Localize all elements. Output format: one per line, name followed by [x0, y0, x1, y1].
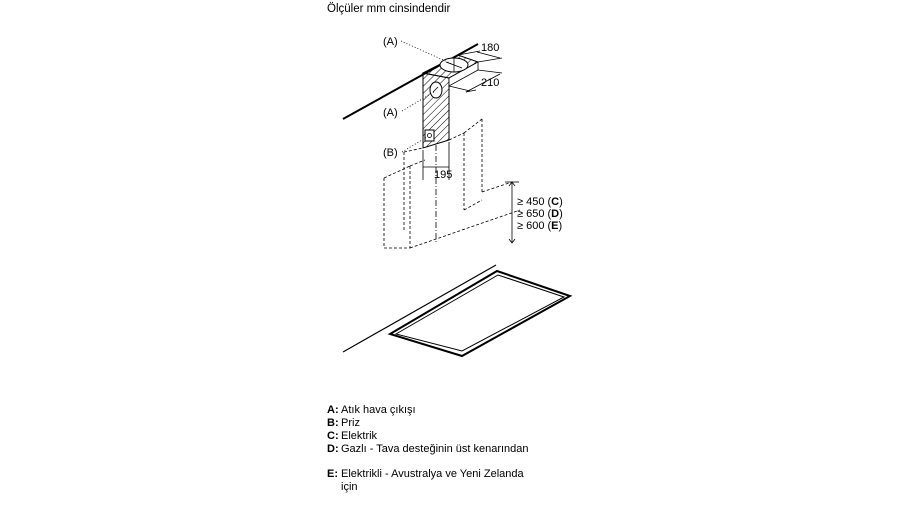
- legend-key: D:: [327, 443, 339, 455]
- socket-icon: [425, 130, 434, 141]
- legend-text: Elektrik: [341, 430, 378, 442]
- legend-text: Gazlı - Tava desteğinin üst kenarından: [341, 443, 529, 455]
- height-label-e: ≥ 600 (E): [517, 220, 563, 232]
- legend-item-b: [327, 417, 529, 430]
- legend-item-e: [327, 468, 529, 481]
- page-title: Ölçüler mm cinsindendir: [327, 3, 451, 15]
- legend-key: B:: [327, 417, 339, 429]
- dim-label-210: 210: [481, 77, 500, 89]
- label-a-top: (A): [383, 36, 398, 48]
- legend-text: Priz: [341, 417, 360, 429]
- dim-label-180: 180: [481, 42, 500, 54]
- legend-item-e-cont: [327, 481, 529, 494]
- hood-outline: [384, 119, 520, 248]
- legend-text: için: [341, 481, 358, 493]
- legend-key: E:: [327, 468, 338, 480]
- legend: [327, 404, 529, 494]
- legend-item-c: [327, 430, 529, 443]
- legend-item-a: [327, 404, 529, 417]
- height-label-c: ≥ 450 (C): [517, 196, 563, 208]
- height-label-d: ≥ 650 (D): [517, 208, 563, 220]
- dim-label-195: 195: [434, 169, 453, 181]
- legend-key: C:: [327, 430, 339, 442]
- legend-text: Elektrikli - Avustralya ve Yeni Zelanda: [341, 468, 524, 480]
- legend-item-d: [327, 443, 529, 456]
- label-a-mid: (A): [383, 107, 398, 119]
- exhaust-opening-side: [430, 82, 442, 98]
- label-b: (B): [383, 147, 398, 159]
- legend-key: A:: [327, 404, 339, 416]
- legend-text: Atık hava çıkışı: [341, 404, 416, 416]
- countertop: [343, 265, 570, 356]
